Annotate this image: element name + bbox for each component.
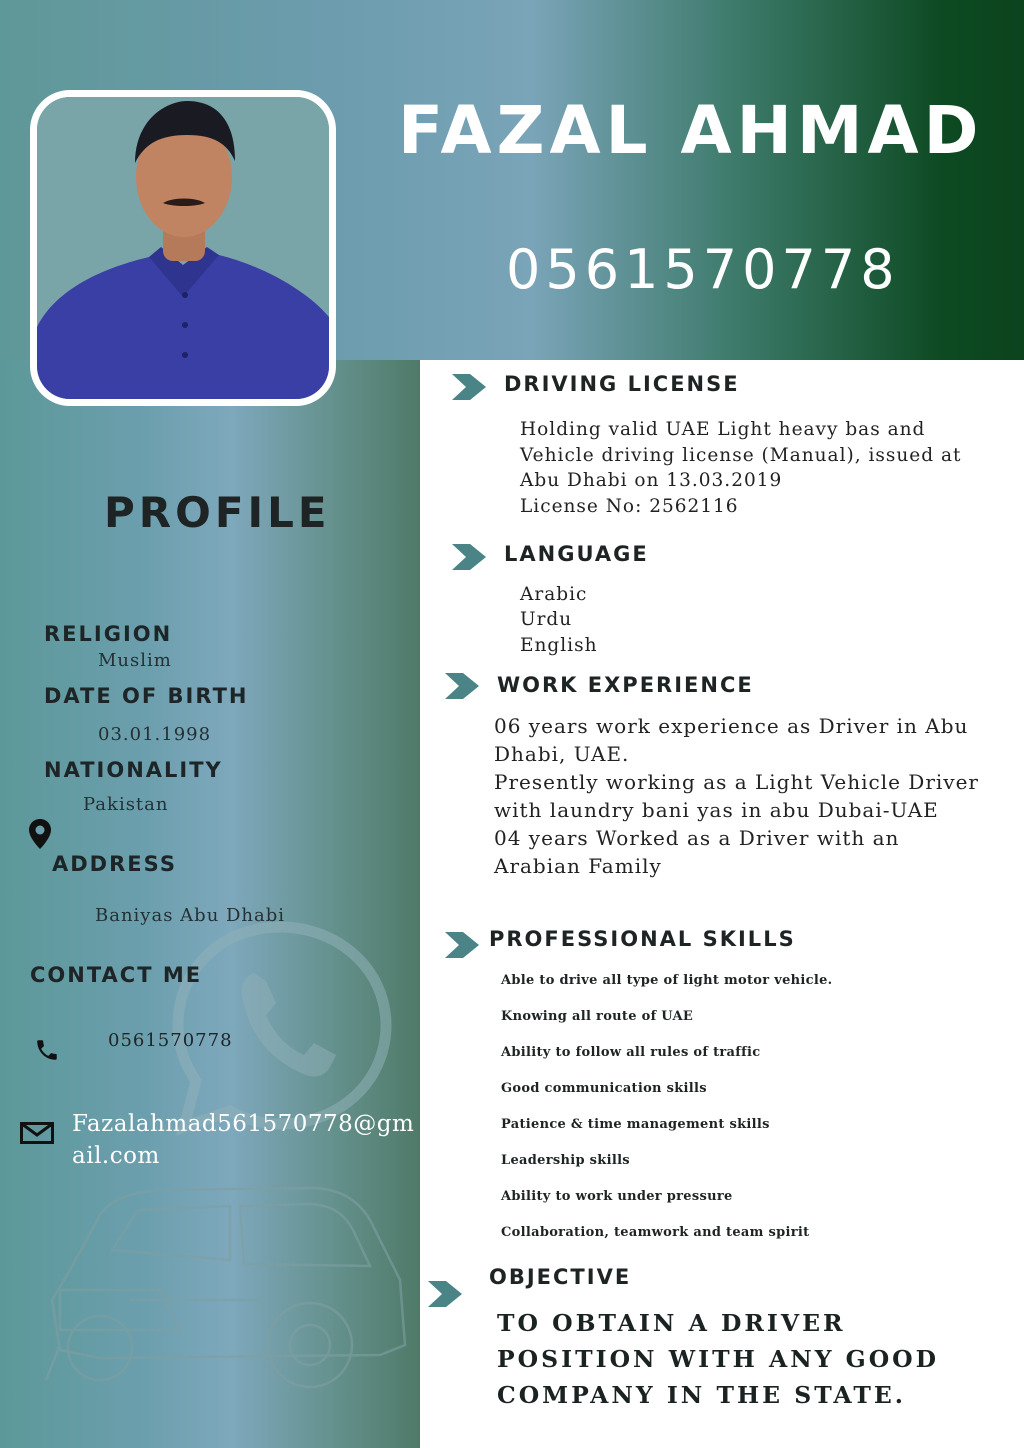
list-item: Leadership skills xyxy=(501,1153,630,1168)
driving-license-text: Holding valid UAE Light heavy bas and Vehicle driving license (Manual), issued at Abu Dhabi on 13.03.2019 License No: 2562116 xyxy=(520,419,962,517)
chevron-right-icon xyxy=(428,1281,462,1307)
objective-text: TO OBTAIN A DRIVER POSITION WITH ANY GOOD COMPANY IN THE STATE. xyxy=(497,1309,940,1409)
religion-value: Muslim xyxy=(98,650,172,671)
address-value: Baniyas Abu Dhabi xyxy=(95,905,286,926)
dob-label: DATE OF BIRTH xyxy=(44,684,249,708)
professional-skills-title: PROFESSIONAL SKILLS xyxy=(489,927,796,951)
chevron-right-icon xyxy=(452,374,486,400)
contact-email[interactable]: Fazalahmad561570778@gmail.com xyxy=(72,1111,415,1169)
religion-label: RELIGION xyxy=(44,622,173,646)
work-experience-title: WORK EXPERIENCE xyxy=(497,673,754,697)
language-title: LANGUAGE xyxy=(504,542,649,566)
car-icon xyxy=(40,1180,415,1405)
work-experience-text: 06 years work experience as Driver in Abu Dhabi, UAE. Presently working as a Light Vehicle Driver with laundry bani yas in abu Dubai-UAE 04 years Worked as a Driver with an Arabian Family xyxy=(494,714,979,878)
list-item: Good communication skills xyxy=(501,1081,707,1096)
list-item: Ability to follow all rules of traffic xyxy=(501,1045,761,1060)
list-item: Able to drive all type of light motor vehicle. xyxy=(501,973,833,988)
skills-list xyxy=(501,970,833,1258)
language-item: Arabic xyxy=(520,584,588,605)
address-label: ADDRESS xyxy=(52,852,177,876)
location-pin-icon xyxy=(28,818,52,850)
language-item: Urdu xyxy=(520,609,573,630)
phone-icon xyxy=(34,1036,60,1064)
driving-license-title: DRIVING LICENSE xyxy=(504,372,740,396)
language-item: English xyxy=(520,635,598,656)
objective-title: OBJECTIVE xyxy=(489,1265,632,1289)
chevron-right-icon xyxy=(445,673,479,699)
list-item: Knowing all route of UAE xyxy=(501,1009,694,1024)
nationality-value: Pakistan xyxy=(83,794,169,815)
profile-photo xyxy=(30,90,336,406)
profile-title: PROFILE xyxy=(104,488,331,537)
chevron-right-icon xyxy=(445,932,479,958)
nationality-label: NATIONALITY xyxy=(44,758,223,782)
list-item: Patience & time management skills xyxy=(501,1117,770,1132)
contact-phone[interactable]: 0561570778 xyxy=(108,1030,233,1051)
list-item: Ability to work under pressure xyxy=(501,1189,733,1204)
envelope-icon xyxy=(20,1122,54,1144)
list-item: Collaboration, teamwork and team spirit xyxy=(501,1225,810,1240)
dob-value: 03.01.1998 xyxy=(98,724,212,745)
header-phone: 0561570778 xyxy=(506,238,900,301)
candidate-name: FAZAL AHMAD xyxy=(398,92,984,169)
chevron-right-icon xyxy=(452,544,486,570)
contact-label: CONTACT ME xyxy=(30,963,203,987)
